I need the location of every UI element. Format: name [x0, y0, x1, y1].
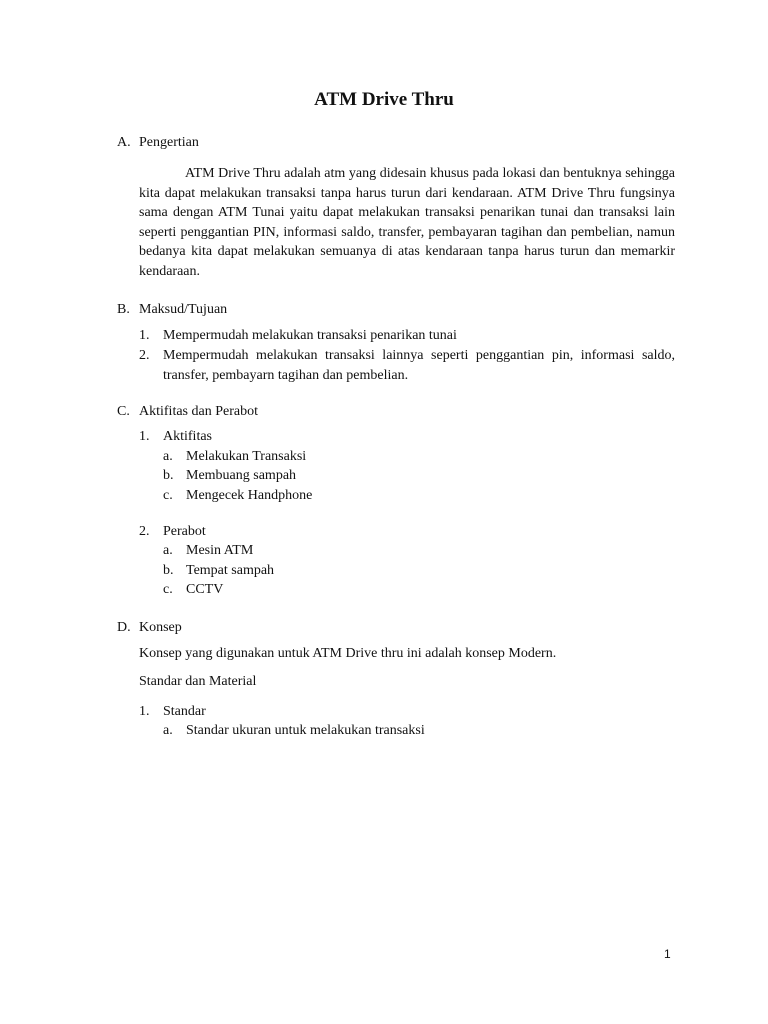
sub-item-text: Membuang sampah	[186, 468, 297, 483]
section-c-heading: Aktifitas dan Perabot	[139, 404, 258, 419]
sub-item-text: Mengecek Handphone	[186, 488, 313, 503]
section-d-letter: D.	[117, 620, 131, 635]
sub-item-text: Standar ukuran untuk melakukan transaksi	[186, 723, 425, 738]
sub-item-letter: c.	[163, 582, 173, 597]
section-b-letter: B.	[117, 302, 130, 317]
sub-item-text: CCTV	[186, 582, 224, 597]
list-item-text: Mempermudah melakukan transaksi penarikan tunai	[163, 328, 457, 343]
sub-item-letter: a.	[163, 543, 173, 558]
section-a-paragraph: ATM Drive Thru adalah atm yang didesain khusus pada lokasi dan bentuknya sehingga kita dapat melakukan transaksi tanpa harus turun dari kendaraan. ATM Drive Thru fungsinya sama dengan ATM Tunai yaitu dapat melakukan transaksi penarikan tunai dan transaksi lain seperti penggantian PIN, informasi saldo, transfer, pembayaran tagihan dan pembelian, namun bedanya kita dapat melakukan semuanya di atas kendaraan tanpa harus turun dan memarkir kendaraan.	[139, 166, 675, 279]
page-title: ATM Drive Thru	[314, 89, 454, 110]
section-b-heading: Maksud/Tujuan	[139, 302, 228, 317]
section-d-heading: Konsep	[139, 620, 182, 635]
group-label: Aktifitas	[163, 429, 212, 444]
sub-item-text: Melakukan Transaksi	[186, 449, 307, 464]
section-c-letter: C.	[117, 404, 130, 419]
list-item-text: Mempermudah melakukan transaksi lainnya seperti penggantian pin, informasi saldo, transfer, pembayarn tagihan dan pembelian.	[163, 348, 675, 383]
list-item-number: 1.	[139, 328, 150, 343]
section-d-text: Konsep yang digunakan untuk ATM Drive thru ini adalah konsep Modern.	[139, 646, 557, 661]
sub-item-text: Mesin ATM	[186, 543, 254, 558]
sub-item-letter: b.	[163, 468, 174, 483]
sub-item-letter: a.	[163, 723, 173, 738]
group-label: Standar	[163, 704, 206, 719]
group-number: 1.	[139, 704, 150, 719]
group-number: 2.	[139, 524, 150, 539]
group-label: Perabot	[163, 524, 206, 539]
group-number: 1.	[139, 429, 150, 444]
section-a-heading: Pengertian	[139, 135, 199, 150]
list-item-number: 2.	[139, 348, 150, 363]
section-d-subheading: Standar dan Material	[139, 674, 257, 689]
sub-item-text: Tempat sampah	[186, 563, 275, 578]
sub-item-letter: a.	[163, 449, 173, 464]
sub-item-letter: b.	[163, 563, 174, 578]
section-a-letter: A.	[117, 135, 131, 150]
page-number: 1	[664, 947, 671, 961]
sub-item-letter: c.	[163, 488, 173, 503]
